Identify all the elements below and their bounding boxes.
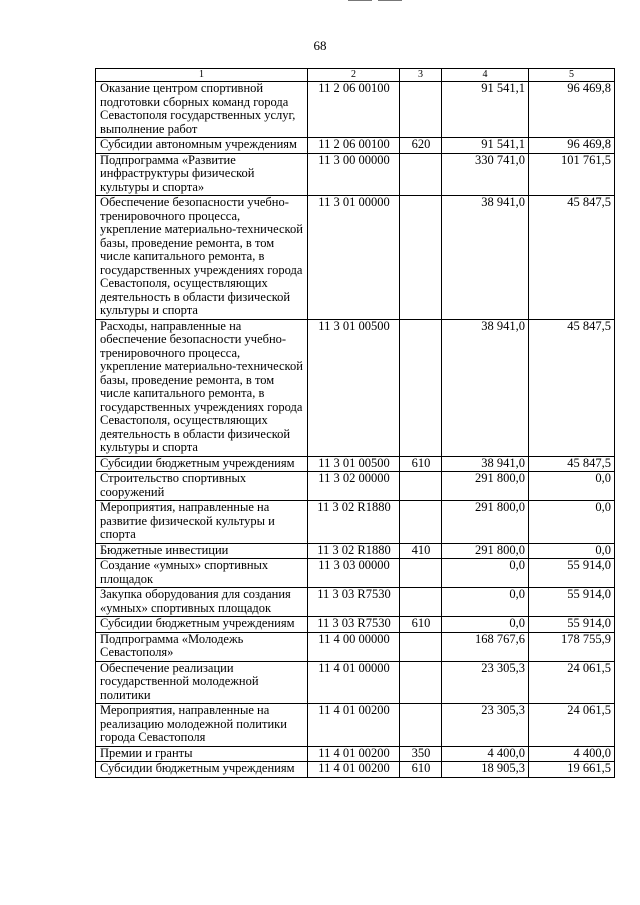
row-value-1: 291 800,0 [442, 501, 529, 544]
row-value-2: 4 400,0 [529, 746, 615, 762]
row-code: 11 2 06 00100 [308, 138, 400, 154]
row-value-2: 24 061,5 [529, 661, 615, 704]
row-value-1: 4 400,0 [442, 746, 529, 762]
column-header: 3 [400, 69, 442, 82]
row-code: 11 2 06 00100 [308, 82, 400, 138]
row-value-2: 19 661,5 [529, 762, 615, 778]
row-code: 11 3 03 R7530 [308, 617, 400, 633]
row-value-1: 23 305,3 [442, 704, 529, 747]
row-code: 11 4 01 00200 [308, 704, 400, 747]
row-value-1: 38 941,0 [442, 456, 529, 472]
row-name: Подпрограмма «Молодежь Севастополя» [96, 632, 308, 661]
row-name: Мероприятия, направленные на реализацию молодежной политики города Севастополя [96, 704, 308, 747]
table-row [96, 543, 615, 559]
row-type: 610 [400, 762, 442, 778]
row-value-2: 0,0 [529, 543, 615, 559]
row-name: Субсидии бюджетным учреждениям [96, 617, 308, 633]
column-header: 2 [308, 69, 400, 82]
row-value-2: 45 847,5 [529, 456, 615, 472]
table-row [96, 617, 615, 633]
row-value-1: 0,0 [442, 559, 529, 588]
row-type [400, 704, 442, 747]
row-type [400, 632, 442, 661]
row-value-2: 55 914,0 [529, 559, 615, 588]
row-code: 11 3 02 R1880 [308, 543, 400, 559]
row-type [400, 319, 442, 456]
row-name: Субсидии бюджетным учреждениям [96, 762, 308, 778]
row-value-1: 0,0 [442, 588, 529, 617]
row-name: Подпрограмма «Развитие инфраструктуры физической культуры и спорта» [96, 153, 308, 196]
row-name: Строительство спортивных сооружений [96, 472, 308, 501]
row-value-2: 24 061,5 [529, 704, 615, 747]
row-value-2: 55 914,0 [529, 617, 615, 633]
row-value-1: 0,0 [442, 617, 529, 633]
row-value-1: 23 305,3 [442, 661, 529, 704]
table-row [96, 456, 615, 472]
row-type [400, 153, 442, 196]
row-type [400, 196, 442, 320]
row-type: 610 [400, 456, 442, 472]
column-header: 5 [529, 69, 615, 82]
table-row [96, 501, 615, 544]
row-type [400, 501, 442, 544]
row-name: Закупка оборудования для создания «умных» спортивных площадок [96, 588, 308, 617]
row-value-2: 101 761,5 [529, 153, 615, 196]
row-value-2: 96 469,8 [529, 82, 615, 138]
column-header: 1 [96, 69, 308, 82]
row-code: 11 3 00 00000 [308, 153, 400, 196]
row-code: 11 4 01 00200 [308, 746, 400, 762]
column-header: 4 [442, 69, 529, 82]
row-code: 11 3 02 00000 [308, 472, 400, 501]
table-row [96, 153, 615, 196]
row-value-1: 291 800,0 [442, 543, 529, 559]
row-name: Расходы, направленные на обеспечение безопасности учебно-тренировочного процесса, укрепление материально-технической базы, проведение ремонта, в том числе капитального ремонта, в государственных учреждениях города Севастополя, осуществляющих деятельность в области физической культуры и спорта [96, 319, 308, 456]
table-row [96, 588, 615, 617]
row-name: Премии и гранты [96, 746, 308, 762]
row-value-2: 55 914,0 [529, 588, 615, 617]
row-value-2: 178 755,9 [529, 632, 615, 661]
row-name: Субсидии бюджетным учреждениям [96, 456, 308, 472]
row-type: 350 [400, 746, 442, 762]
row-name: Бюджетные инвестиции [96, 543, 308, 559]
row-value-1: 330 741,0 [442, 153, 529, 196]
table-row [96, 82, 615, 138]
row-code: 11 3 03 00000 [308, 559, 400, 588]
row-name: Субсидии автономным учреждениям [96, 138, 308, 154]
row-value-2: 45 847,5 [529, 319, 615, 456]
page-number: 68 [313, 38, 327, 53]
row-value-2: 0,0 [529, 472, 615, 501]
row-code: 11 3 01 00000 [308, 196, 400, 320]
row-value-2: 96 469,8 [529, 138, 615, 154]
row-value-1: 18 905,3 [442, 762, 529, 778]
row-code: 11 4 00 00000 [308, 632, 400, 661]
table-row [96, 138, 615, 154]
row-code: 11 4 01 00000 [308, 661, 400, 704]
table-header-row [96, 69, 615, 82]
row-value-1: 38 941,0 [442, 196, 529, 320]
row-name: Мероприятия, направленные на развитие физической культуры и спорта [96, 501, 308, 544]
table-row [96, 661, 615, 704]
row-value-2: 0,0 [529, 501, 615, 544]
row-code: 11 3 01 00500 [308, 456, 400, 472]
row-type [400, 661, 442, 704]
table-row [96, 762, 615, 778]
table-row [96, 472, 615, 501]
row-value-1: 291 800,0 [442, 472, 529, 501]
row-type: 620 [400, 138, 442, 154]
row-code: 11 4 01 00200 [308, 762, 400, 778]
row-value-1: 38 941,0 [442, 319, 529, 456]
row-type [400, 82, 442, 138]
row-code: 11 3 02 R1880 [308, 501, 400, 544]
row-type [400, 588, 442, 617]
row-value-1: 168 767,6 [442, 632, 529, 661]
row-type: 410 [400, 543, 442, 559]
scan-marks [348, 0, 408, 3]
row-name: Обеспечение безопасности учебно-тренировочного процесса, укрепление материально-технической базы, проведение ремонта, в том числе капитального ремонта, в государственных учреждениях города Севастополя, осуществляющих деятельность в области физической культуры и спорта [96, 196, 308, 320]
table-row [96, 746, 615, 762]
row-name: Создание «умных» спортивных площадок [96, 559, 308, 588]
row-type: 610 [400, 617, 442, 633]
row-type [400, 472, 442, 501]
table-row [96, 559, 615, 588]
row-value-1: 91 541,1 [442, 138, 529, 154]
table-row [96, 196, 615, 320]
table-row [96, 632, 615, 661]
row-name: Оказание центром спортивной подготовки сборных команд города Севастополя государственных услуг, выполнение работ [96, 82, 308, 138]
row-value-1: 91 541,1 [442, 82, 529, 138]
row-value-2: 45 847,5 [529, 196, 615, 320]
table-row [96, 704, 615, 747]
row-code: 11 3 03 R7530 [308, 588, 400, 617]
table-row [96, 319, 615, 456]
row-type [400, 559, 442, 588]
row-name: Обеспечение реализации государственной молодежной политики [96, 661, 308, 704]
budget-table [95, 68, 615, 778]
row-code: 11 3 01 00500 [308, 319, 400, 456]
